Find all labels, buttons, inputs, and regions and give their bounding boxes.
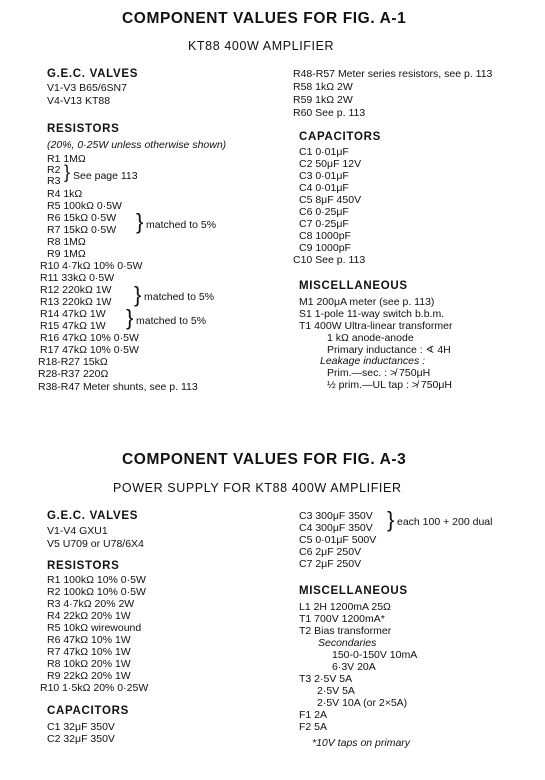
fig3-c2: C2 32μF 350V bbox=[47, 733, 115, 745]
fig1-c5: C5 8μF 450V bbox=[299, 194, 362, 206]
fig3-r5: R5 10kΩ wirewound bbox=[47, 622, 142, 634]
fig1-c2: C2 50μF 12V bbox=[299, 158, 362, 170]
fig3-brace-c3c4: } bbox=[387, 507, 395, 532]
fig1-brace-r12r13: } bbox=[134, 282, 142, 307]
fig1-r3: R3 bbox=[47, 175, 61, 187]
fig1-t1: T1 400W Ultra-linear transformer bbox=[299, 320, 453, 332]
fig1-r38-r47: R38-R47 Meter shunts, see p. 113 bbox=[38, 381, 198, 393]
fig1-valves-heading: G.E.C. VALVES bbox=[47, 68, 139, 80]
fig1-r1: R1 1MΩ bbox=[47, 153, 86, 165]
fig1-m1: M1 200μA meter (see p. 113) bbox=[299, 296, 435, 308]
fig1-r58: R58 1kΩ 2W bbox=[293, 81, 353, 93]
fig3-t2-sec-1: 150-0-150V 10mA bbox=[332, 649, 418, 661]
fig1-r48-r57: R48-R57 Meter series resistors, see p. 113 bbox=[293, 68, 493, 80]
fig1-r5: R5 100kΩ 0·5W bbox=[47, 200, 122, 212]
fig3-r7: R7 47kΩ 10% 1W bbox=[47, 646, 131, 658]
fig3-title: COMPONENT VALUES FOR FIG. A-3 bbox=[122, 451, 407, 468]
fig1-t1-prim-sec: Prim.—sec. : ≯ 750μH bbox=[327, 367, 431, 379]
fig1-resistors-heading: RESISTORS bbox=[47, 123, 120, 135]
fig1-r60: R60 See p. 113 bbox=[293, 107, 366, 119]
fig3-misc-heading: MISCELLANEOUS bbox=[299, 585, 408, 597]
fig3-footnote: *10V taps on primary bbox=[312, 737, 411, 749]
fig1-r13: R13 220kΩ 1W bbox=[40, 296, 112, 308]
fig1-r4: R4 1kΩ bbox=[47, 188, 83, 200]
fig1-c3: C3 0·01μF bbox=[299, 170, 349, 182]
fig3-t2-secondaries: Secondaries bbox=[318, 637, 377, 649]
fig3-r4: R4 22kΩ 20% 1W bbox=[47, 610, 131, 622]
fig1-r12: R12 220kΩ 1W bbox=[40, 284, 112, 296]
fig3-l1: L1 2H 1200mA 25Ω bbox=[299, 601, 391, 613]
fig1-r28-r37: R28-R37 220Ω bbox=[38, 368, 109, 380]
fig1-r59: R59 1kΩ 2W bbox=[293, 94, 353, 106]
fig1-c4: C4 0·01μF bbox=[299, 182, 349, 194]
fig3-c1: C1 32μF 350V bbox=[47, 721, 115, 733]
fig3-f2: F2 5A bbox=[299, 721, 328, 733]
fig1-t1-anode: 1 kΩ anode-anode bbox=[327, 332, 414, 344]
fig1-t1-half-prim: ½ prim.—UL tap : ≯ 750μH bbox=[327, 379, 453, 391]
fig3-r3: R3 4·7kΩ 20% 2W bbox=[47, 598, 135, 610]
fig1-r2: R2 bbox=[47, 164, 61, 176]
fig1-valve-2: V4-V13 KT88 bbox=[47, 95, 111, 107]
fig3-r6: R6 47kΩ 10% 1W bbox=[47, 634, 131, 646]
fig1-misc-heading: MISCELLANEOUS bbox=[299, 280, 408, 292]
fig3-valve-2: V5 U709 or U78/6X4 bbox=[47, 538, 144, 550]
fig1-resistors-note: (20%, 0·25W unless otherwise shown) bbox=[47, 139, 227, 151]
fig3-r9: R9 22kΩ 20% 1W bbox=[47, 670, 131, 682]
fig1-c7: C7 0·25μF bbox=[299, 218, 349, 230]
fig1-title: COMPONENT VALUES FOR FIG. A-1 bbox=[122, 10, 407, 27]
fig3-r8: R8 10kΩ 20% 1W bbox=[47, 658, 131, 670]
fig1-r7: R7 15kΩ 0·5W bbox=[47, 224, 117, 236]
fig1-brace-r14r15: } bbox=[126, 305, 134, 330]
fig3-c3: C3 300μF 350V bbox=[299, 510, 373, 522]
fig3-capacitors-heading: CAPACITORS bbox=[47, 705, 129, 717]
fig1-r17: R17 47kΩ 10% 0·5W bbox=[40, 344, 139, 356]
fig1-s1: S1 1-pole 11-way switch b.b.m. bbox=[299, 308, 445, 320]
fig1-brace-r2r3: } bbox=[64, 162, 71, 182]
fig1-t1-primary-inductance: Primary inductance : ∢ 4H bbox=[327, 344, 451, 356]
fig1-c10: C10 See p. 113 bbox=[293, 254, 366, 266]
fig3-c6: C6 2μF 250V bbox=[299, 546, 362, 558]
fig1-r18-r27: R18-R27 15kΩ bbox=[38, 356, 108, 368]
fig1-r10: R10 4·7kΩ 10% 0·5W bbox=[40, 260, 143, 272]
fig1-c1: C1 0·01μF bbox=[299, 146, 349, 158]
fig1-valve-1: V1-V3 B65/6SN7 bbox=[47, 82, 127, 94]
fig1-r14: R14 47kΩ 1W bbox=[40, 308, 106, 320]
fig1-r15: R15 47kΩ 1W bbox=[40, 320, 106, 332]
fig1-note-r2r3: See page 113 bbox=[73, 170, 138, 182]
fig1-note-r6r7: matched to 5% bbox=[146, 219, 217, 231]
fig3-r1: R1 100kΩ 10% 0·5W bbox=[47, 574, 146, 586]
fig3-c7: C7 2μF 250V bbox=[299, 558, 362, 570]
fig1-note-r14r15: matched to 5% bbox=[136, 315, 207, 327]
fig1-note-r12r13: matched to 5% bbox=[144, 291, 215, 303]
fig1-r11: R11 33kΩ 0·5W bbox=[40, 272, 115, 284]
fig1-r9: R9 1MΩ bbox=[47, 248, 86, 260]
fig1-capacitors-heading: CAPACITORS bbox=[299, 131, 381, 143]
fig3-f1: F1 2A bbox=[299, 709, 328, 721]
fig3-t2: T2 Bias transformer bbox=[299, 625, 392, 637]
fig3-c5: C5 0·01μF 500V bbox=[299, 534, 377, 546]
fig1-c8: C8 1000pF bbox=[299, 230, 351, 242]
fig1-c6: C6 0·25μF bbox=[299, 206, 349, 218]
fig3-t3: T3 2·5V 5A bbox=[299, 673, 353, 685]
fig3-r10: R10 1·5kΩ 20% 0·25W bbox=[40, 682, 149, 694]
fig3-t3-sec-2: 2·5V 5A bbox=[317, 685, 355, 697]
fig1-r8: R8 1MΩ bbox=[47, 236, 86, 248]
fig3-subtitle: POWER SUPPLY FOR KT88 400W AMPLIFIER bbox=[113, 481, 402, 495]
fig3-valves-heading: G.E.C. VALVES bbox=[47, 510, 139, 522]
fig3-t1: T1 700V 1200mA* bbox=[299, 613, 385, 625]
fig3-r2: R2 100kΩ 10% 0·5W bbox=[47, 586, 146, 598]
fig3-valve-1: V1-V4 GXU1 bbox=[47, 525, 108, 537]
fig1-r16: R16 47kΩ 10% 0·5W bbox=[40, 332, 139, 344]
fig3-t2-sec-2: 6·3V 20A bbox=[332, 661, 376, 673]
fig1-r6: R6 15kΩ 0·5W bbox=[47, 212, 117, 224]
fig3-resistors-heading: RESISTORS bbox=[47, 560, 120, 572]
fig1-c9: C9 1000pF bbox=[299, 242, 351, 254]
fig1-t1-leakage: Leakage inductances : bbox=[320, 355, 426, 367]
fig3-note-c3c4: each 100 + 200 dual bbox=[397, 516, 493, 528]
fig3-t3-sec-3: 2·5V 10A (or 2×5A) bbox=[317, 697, 408, 709]
fig3-c4: C4 300μF 350V bbox=[299, 522, 373, 534]
fig1-subtitle: KT88 400W AMPLIFIER bbox=[188, 39, 335, 53]
fig1-brace-r6r7: } bbox=[136, 209, 144, 234]
